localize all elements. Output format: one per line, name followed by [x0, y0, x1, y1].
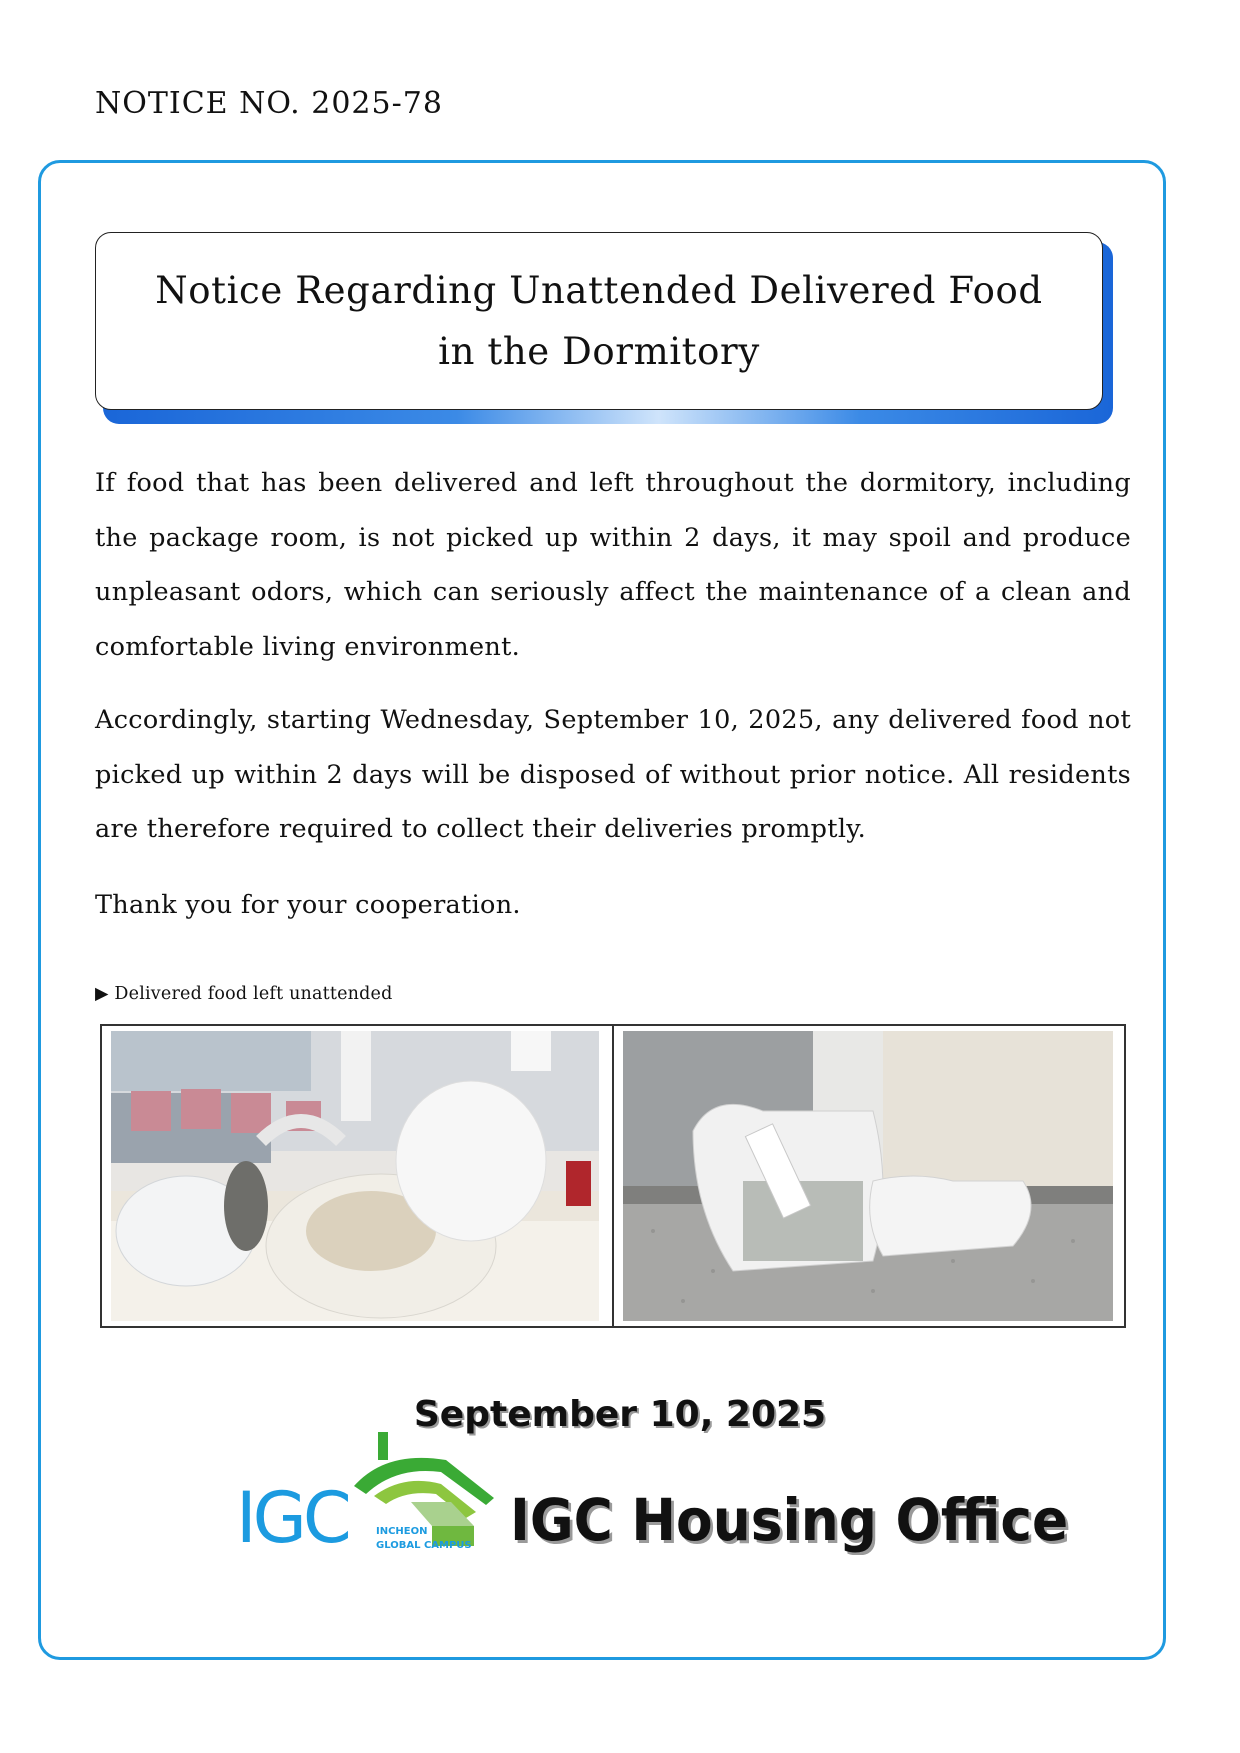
- paragraph-2: Accordingly, starting Wednesday, September 10, 2025, any delivered food not picked up within 2 days will be disposed of without prior notice. All residents are therefore required to collect their deliveries promptly.: [95, 705, 1131, 844]
- photo-unattended-food-hallway: [623, 1031, 1113, 1321]
- title-line-1: Notice Regarding Unattended Delivered Food: [155, 269, 1043, 312]
- logo-line-1: INCHEON: [376, 1526, 428, 1537]
- paragraph-1: If food that has been delivered and left throughout the dormitory, including the package room, is not picked up within 2 days, it may spoil and produce unpleasant odors, which can seriously affect the maintenance of a clean and comfortable living environment.: [95, 468, 1131, 662]
- photo-caption: ▶ Delivered food left unattended: [95, 984, 393, 1004]
- logo-line-2: GLOBAL CAMPUS: [376, 1540, 472, 1551]
- title-box: [95, 232, 1103, 410]
- logo-tower-shape: [378, 1432, 388, 1460]
- office-name: IGC Housing Office: [510, 1486, 1069, 1554]
- photo-divider: [612, 1026, 614, 1326]
- notice-date: September 10, 2025: [413, 1394, 827, 1435]
- title-line-2: in the Dormitory: [438, 330, 760, 373]
- notice-number: NOTICE NO. 2025-78: [95, 86, 443, 121]
- photo-unattended-food-lounge: [111, 1031, 599, 1321]
- logo-mark-text: IGC: [236, 1477, 348, 1559]
- igc-logo: [236, 1430, 506, 1560]
- photo-table: [100, 1024, 1126, 1328]
- paragraph-3: Thank you for your cooperation.: [95, 890, 521, 920]
